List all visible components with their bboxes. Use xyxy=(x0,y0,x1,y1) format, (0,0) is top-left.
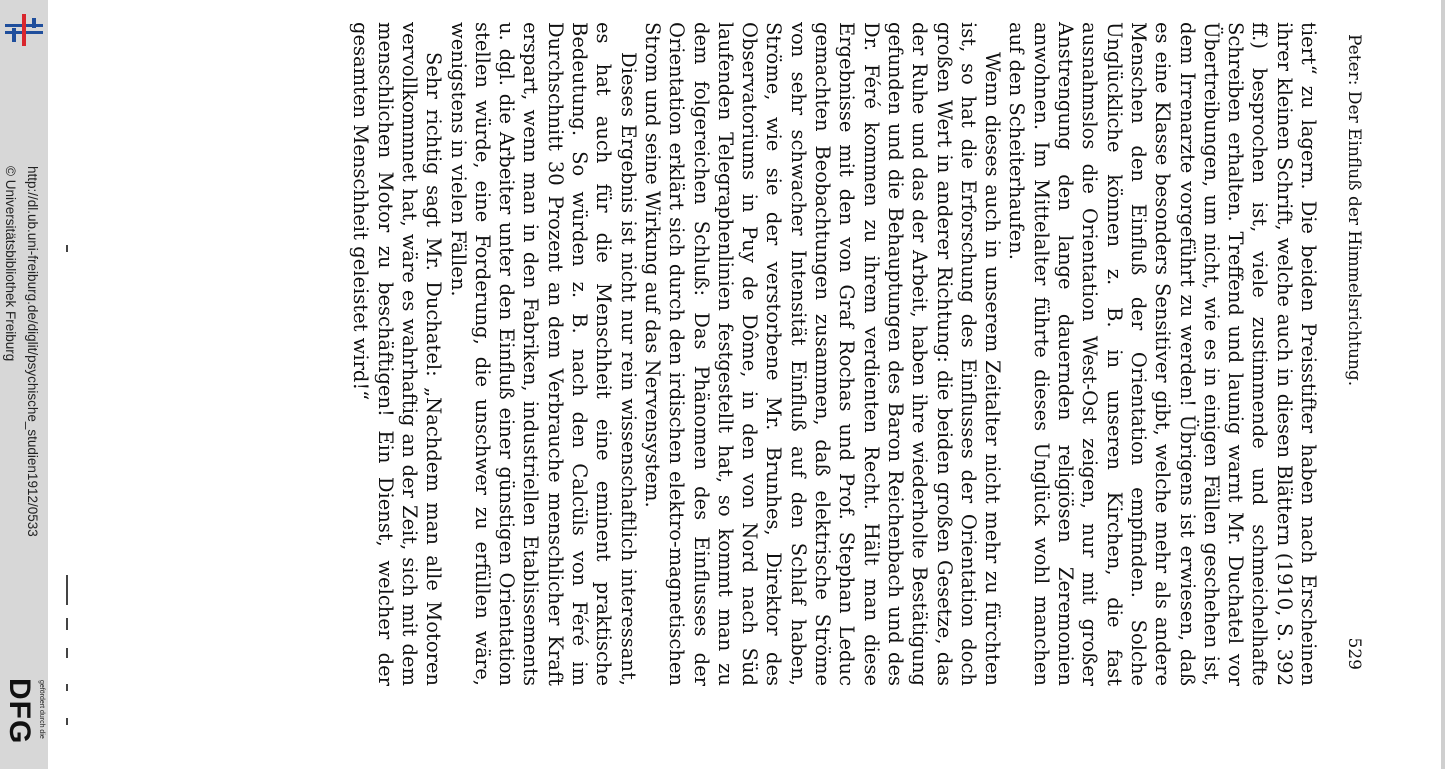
running-head xyxy=(1342,34,1364,670)
scanned-page xyxy=(208,0,1368,769)
page-edge xyxy=(1441,0,1445,769)
scan-mark xyxy=(66,618,68,630)
source-url[interactable]: http://dl.ub.uni-freiburg.de/diglit/psychische_studien1912/0533 xyxy=(25,166,40,537)
paragraph: Dieses Ergebnis ist nicht nur rein wissenschaftlich interessant, es hat auch für die Menschheit eine eminent praktische Bedeutung. So würden z. B. nach den Calcüls von Féré im Durchschnitt 30 Prozent an dem Verbrauche menschlicher Kraft erspart, wenn man in den Fabriken, industriellen Etablissements u. dgl. die Arbeiter unter den Einfluß einer günstigen Orientation stellen würde, eine Forderung, die unschwer zu erfüllen wäre, wenigstens in vielen Fällen. xyxy=(446,22,640,686)
scan-mark xyxy=(66,245,68,252)
page-number: 529 xyxy=(1344,637,1364,670)
funding-label: gefördert durch die xyxy=(38,680,45,739)
copyright-notice: © Universitätsbibliothek Freiburg xyxy=(3,166,18,362)
archive-sidebar xyxy=(0,0,48,769)
scan-mark xyxy=(66,575,68,605)
dfg-logo: DFG xyxy=(3,678,36,745)
scan-mark xyxy=(66,718,68,725)
scan-mark xyxy=(66,648,68,658)
dfg-funding-block xyxy=(0,678,48,764)
paragraph: Sehr richtig sagt Mr. Duchatel: „Nachdem man alle Motoren vervollkommnet hat, wäre es wahrhaftig an der Zeit, sich mit dem menschlichen Motor zu beschäftigen! Ein Dienst, welcher der gesamten Menschheit geleistet wird!“ xyxy=(349,22,446,686)
paragraph: tiert“ zu lagern. Die beiden Preisstifter haben nach Erscheinen ihrer kleinen Schrift, welche auch in diesen Blättern (1910, S. 392 ff.) besprochen ist, viele zustimmende und schmeichelhafte Schreiben erhalten. Treffend und launig warnt Mr. Duchatel vor Übertreibungen, um nicht, wie es in einigen Fällen geschehen ist, dem Irrenarzte vorgeführt zu werden! Übrigens ist erwiesen, daß es eine Klasse besonders Sensitiver gibt, welche mehr als andere Menschen den Einfluß der Orientation empfinden. Solche Unglückliche können z. B. in unseren Kirchen, die fast ausnahmslos die Orientation West-Ost zeigen, nur mit großer Anstrengung den lange dauernden religiösen Zeremonien anwohnen. Im Mittelalter führte dieses Unglück wohl manchen auf den Scheiterhaufen. xyxy=(1005,22,1320,686)
scan-mark xyxy=(66,684,68,691)
ub-freiburg-logo-icon xyxy=(3,10,45,50)
paragraph: Wenn dieses auch in unserem Zeitalter nicht mehr zu fürchten ist, so hat die Erforschung des Einflusses der Orientation doch großen Wert in anderer Richtung: die beiden großen Gesetze, das der Ruhe und das der Arbeit, haben ihre wiederholte Bestätigung gefunden und die Behauptungen des Baron Reichenbach und des Dr. Féré kommen zu ihrem verdienten Recht. Hält man diese Ergebnisse mit den von Graf Rochas und Prof. Stephan Leduc gemachten Beobachtungen zusammen, daß elektrische Ströme von sehr schwacher Intensität Einfluß auf den Schlaf haben, Ströme, wie sie der verstorbene Mr. Brunhes, Direktor des Observatoriums in Puy de Dôme, in den von Nord nach Süd laufenden Telegraphenlinien festgestellt hat, so kommt man zu dem folgereichen Schluß: Das Phänomen des Einflusses der Orientation erklärt sich durch den irdischen elektro-magnetischen Strom und seine Wirkung auf das Nervensystem. xyxy=(640,22,1005,686)
header-title: Peter: Der Einfluß der Himmelsrichtung. xyxy=(1344,34,1364,387)
body-text xyxy=(348,22,1320,686)
